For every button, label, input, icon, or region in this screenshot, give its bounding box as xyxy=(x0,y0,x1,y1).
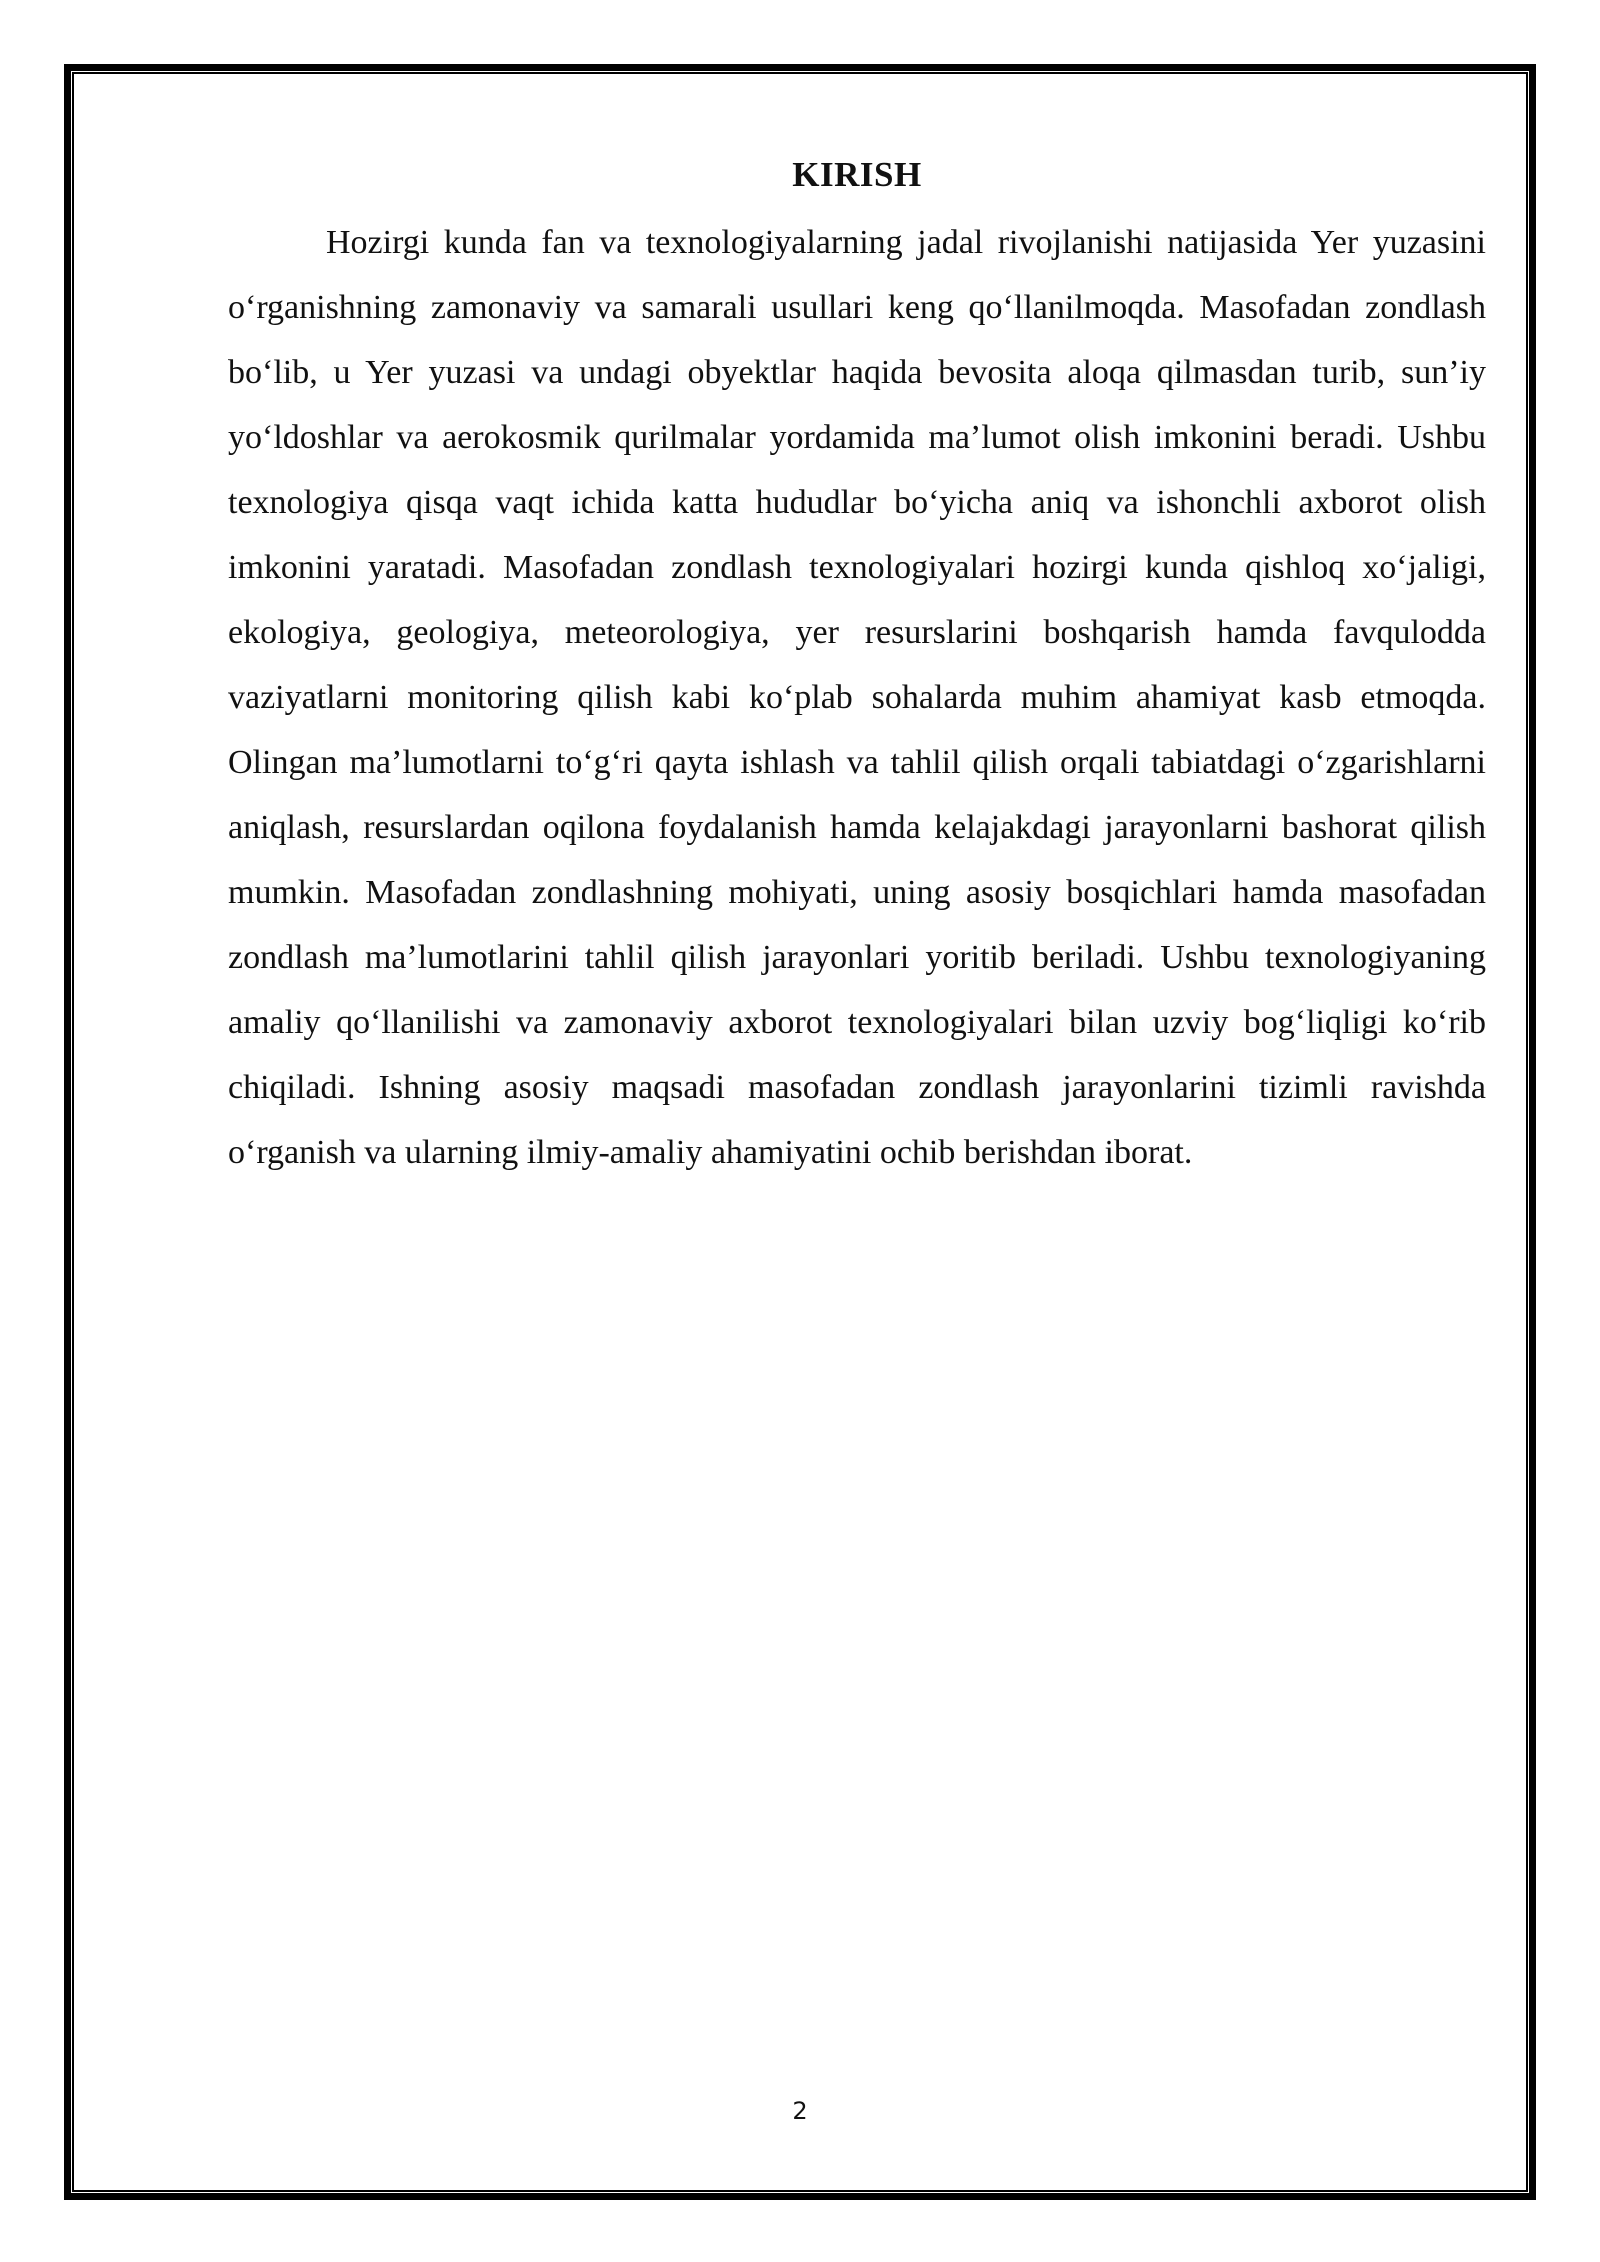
section-heading: KIRISH xyxy=(792,155,922,194)
body-paragraph: Hozirgi kunda fan va texnologiyalarning jadal rivojlanishi natijasida Yer yuzasini o‘rganishning zamonaviy va samarali usullari keng qo‘llanilmoqda. Masofadan zondlash bo‘lib, u Yer yuzasi va undagi obyektlar haqida bevosita aloqa qilmasdan turib, sun’iy yo‘ldoshlar va aerokosmik qurilmalar yordamida ma’lumot olish imkonini beradi. Ushbu texnologiya qisqa vaqt ichida katta hududlar bo‘yicha aniq va ishonchli axborot olish imkonini yaratadi. Masofadan zondlash texnologiyalari hozirgi kunda qishloq xo‘jaligi, ekologiya, geologiya, meteorologiya, yer resurslarini boshqarish hamda favqulodda vaziyatlarni monitoring qilish kabi ko‘plab sohalarda muhim ahamiyat kasb etmoqda. Olingan ma’lumotlarni to‘g‘ri qayta ishlash va tahlil qilish orqali tabiatdagi o‘zgarishlarni aniqlash, resurslardan oqilona foydalanish hamda kelajakdagi jarayonlarni bashorat qilish mumkin. Masofadan zondlashning mohiyati, uning asosiy bosqichlari hamda masofadan zondlash ma’lumotlarini tahlil qilish jarayonlari yoritib beriladi. Ushbu texnologiyaning amaliy qo‘llanilishi va zamonaviy axborot texnologiyalari bilan uzviy bog‘liqligi ko‘rib chiqiladi. Ishning asosiy maqsadi masofadan zondlash jarayonlarini tizimli ravishda o‘rganish va ularning ilmiy-amaliy ahamiyatini ochib berishdan iborat. xyxy=(228,224,1486,1171)
page-number: 2 xyxy=(792,2097,808,2125)
page-content xyxy=(228,150,1486,1185)
